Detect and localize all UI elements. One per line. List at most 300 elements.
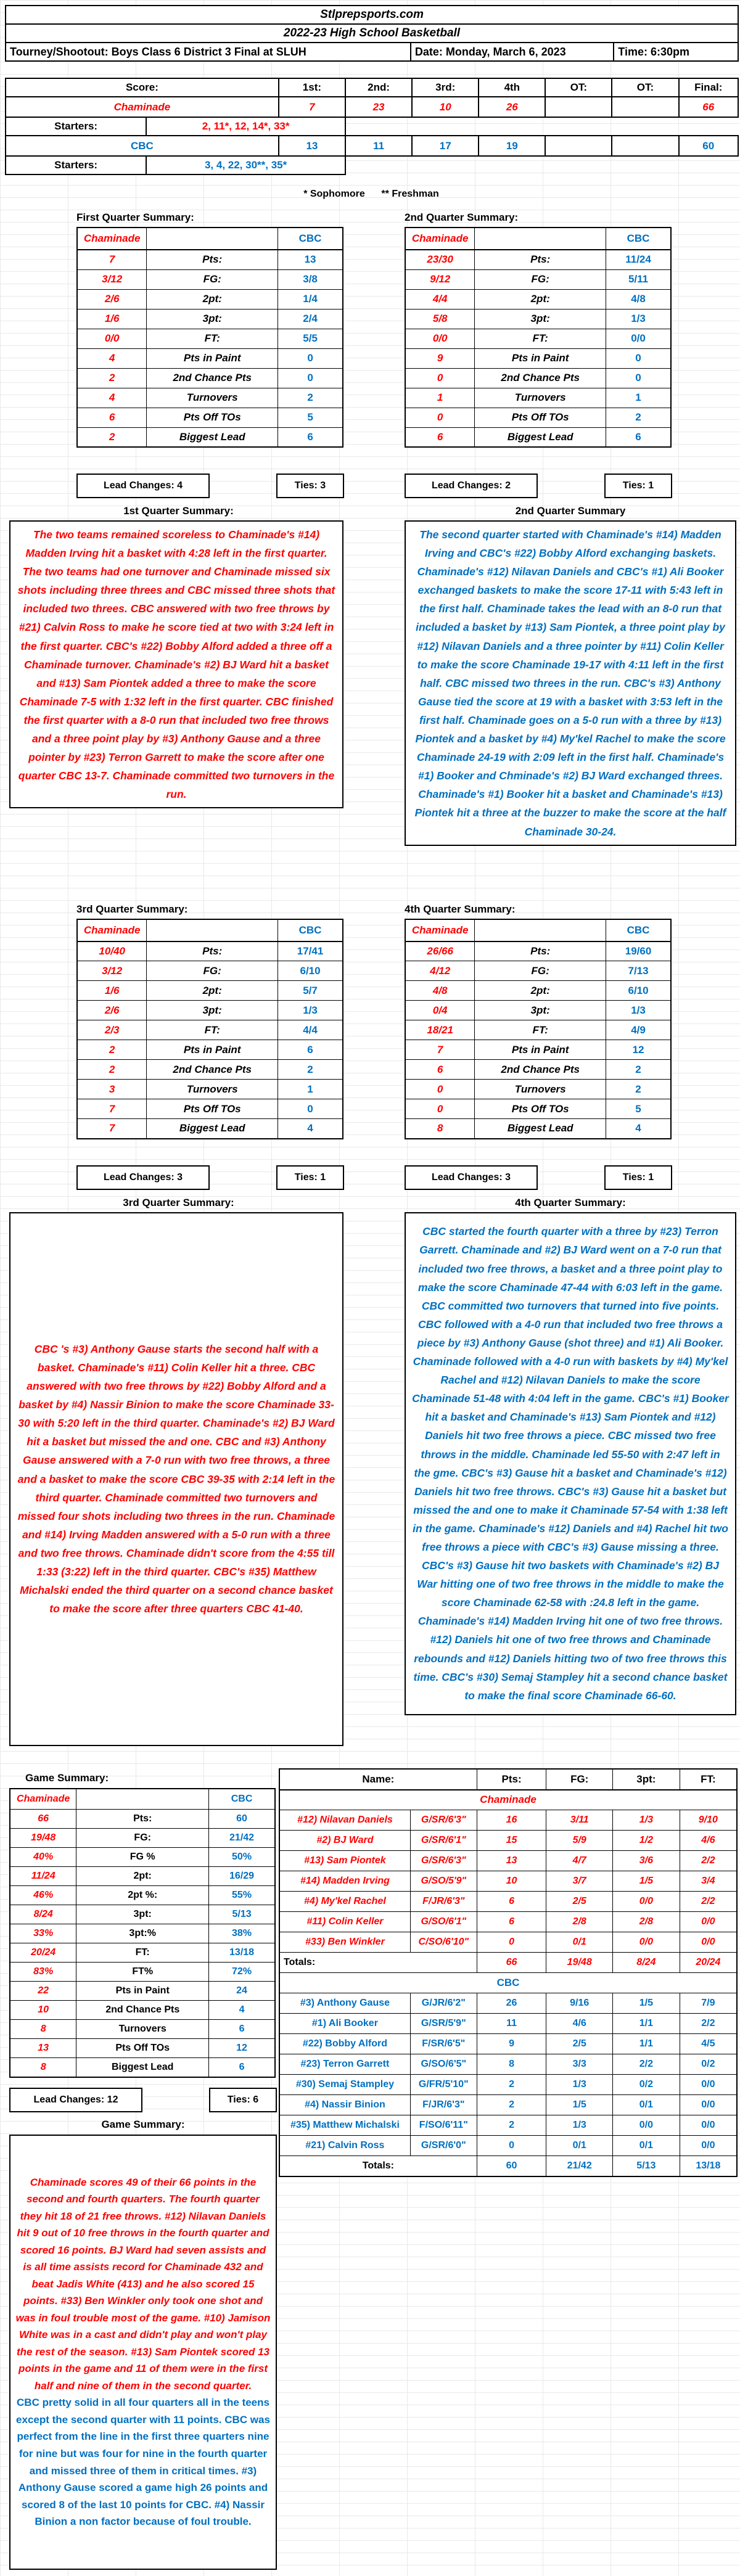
q4-stats-table [405,919,672,1139]
player-name: #35) Matthew Michalski [279,2115,410,2136]
cbc-value: 72% [209,1963,275,1982]
cbc-value: 60 [209,1810,275,1829]
cbc-value: 4 [209,2001,275,2020]
stat-row [77,408,343,427]
player-name: #22) Bobby Alford [279,2034,410,2054]
stat-label: FT: [475,1020,606,1040]
player-points: 0 [477,1932,546,1953]
player-stats-column [279,1768,738,2177]
stat-row [77,368,343,388]
3pt-header: 3pt: [613,1769,680,1790]
stat-row [405,250,671,269]
stat-label: Pts Off TOs [76,2039,209,2058]
chaminade-player-row [279,1892,737,1912]
stat-row [77,981,343,1001]
q3-lead-row [76,1165,348,1190]
chaminade-q4: 26 [479,97,545,117]
player-fg: 1/5 [546,2095,613,2115]
stat-label: FG: [147,269,278,289]
site-title: Stlprepsports.com [6,6,738,24]
player-name: #4) My'kel Rachel [279,1892,410,1912]
stat-label: Turnovers [475,1080,606,1099]
player-position-height: G/SR/5'9" [410,2014,477,2034]
chaminade-value: 5/8 [405,309,475,329]
q3-header: 3rd: [412,78,479,97]
stat-label: Pts Off TOs [475,408,606,427]
player-name: #14) Madden Irving [279,1871,410,1892]
stat-row [77,941,343,961]
chaminade-value: 11/24 [10,1867,76,1886]
player-3pt: 1/1 [613,2014,680,2034]
stat-label: 3pt: [475,1001,606,1020]
player-name: #13) Sam Piontek [279,1851,410,1871]
game-summary-section-label: Game Summary: [25,1771,109,1784]
time-label: Time: 6:30pm [614,43,738,61]
q1-lead-row [76,474,348,498]
cbc-value: 16/29 [209,1867,275,1886]
player-position-height: F/JR/6'3" [410,1892,477,1912]
cbc-value: 1 [606,388,671,408]
score-header-row [6,78,738,97]
cbc-value: 17/41 [278,941,343,961]
stat-row [405,427,671,447]
player-position-height: C/SO/6'10" [410,1932,477,1953]
stat-label: 2pt: [475,289,606,309]
stat-row [405,329,671,348]
cbc-value: 4/8 [606,289,671,309]
stat-label: Pts: [475,941,606,961]
stat-row [77,1040,343,1060]
chaminade-value: 9 [405,348,475,368]
q1-box-title: 1st Quarter Summary: [123,505,234,517]
cbc-band-row [279,1973,737,1993]
cbc-value: 6 [278,427,343,447]
cbc-value: 55% [209,1886,275,1905]
stat-row [405,368,671,388]
chaminade-value: 4/4 [405,289,475,309]
blank-header [475,228,606,250]
player-name: #2) BJ Ward [279,1831,410,1851]
q3-stats-table [76,919,343,1139]
totals-label: Totals: [279,1953,477,1973]
cbc-q4: 19 [479,136,545,156]
cbc-value: 6 [278,1040,343,1060]
player-points: 2 [477,2095,546,2115]
stat-label: Pts: [475,250,606,269]
stat-label: Pts: [147,250,278,269]
player-3pt: 0/0 [613,2115,680,2136]
game-summary-section [5,1768,738,2570]
class-legend: * Sophomore ** Freshman [303,189,439,199]
cbc-q2: 11 [345,136,412,156]
chaminade-value: 46% [10,1886,76,1905]
player-ft: 0/0 [680,1912,737,1932]
stat-row [405,289,671,309]
stat-row [10,2039,275,2058]
player-name: #4) Nassir Binion [279,2095,410,2115]
cbc-value: 0 [606,368,671,388]
player-fg: 5/9 [546,1831,613,1851]
cbc-value: 7/13 [606,961,671,981]
stat-label: FG: [147,961,278,981]
stat-label: Turnovers [475,388,606,408]
stat-row [405,408,671,427]
player-position-height: G/JR/6'2" [410,1993,477,2014]
score-header: Score: [6,78,279,97]
player-3pt: 0/0 [613,1892,680,1912]
stat-row [405,1080,671,1099]
player-fg: 0/1 [546,2136,613,2156]
game-ties: Ties: 6 [209,2088,277,2112]
player-points: 2 [477,2075,546,2095]
q1-stats-header [77,228,343,250]
blank-header [475,919,606,941]
stat-row [10,1867,275,1886]
second-quarter-column [405,208,736,846]
stat-row [10,1810,275,1829]
stat-row [405,1001,671,1020]
chaminade-value: 1/6 [77,981,147,1001]
cbc-value: 2 [606,408,671,427]
player-ft: 0/0 [680,2136,737,2156]
player-fg: 3/7 [546,1871,613,1892]
stat-row [405,981,671,1001]
cbc-value: 5/11 [606,269,671,289]
cbc-player-row [279,2014,737,2034]
team1-header: Chaminade [10,1789,76,1810]
stat-label: FT: [147,329,278,348]
cbc-value: 5/5 [278,329,343,348]
stat-row [77,1119,343,1139]
q3-stats-header [77,919,343,941]
player-3pt: 0/2 [613,2075,680,2095]
stat-row [77,348,343,368]
player-position-height: G/SO/6'5" [410,2054,477,2075]
cbc-value: 1/3 [606,309,671,329]
cbc-team-name: CBC [6,136,279,156]
cbc-value: 3/8 [278,269,343,289]
chaminade-value: 40% [10,1848,76,1867]
cbc-value: 24 [209,1982,275,2001]
player-position-height: F/JR/6'3" [410,2095,477,2115]
player-position-height: G/SR/6'3" [410,1851,477,1871]
cbc-value: 4 [606,1119,671,1139]
ot2-header: OT: [612,78,678,97]
q2-ties: Ties: 1 [604,474,672,498]
chaminade-value: 10 [10,2001,76,2020]
stat-label: 2pt %: [76,1886,209,1905]
cbc-value: 13/18 [209,1943,275,1963]
player-3pt: 3/6 [613,1851,680,1871]
cbc-value: 5/13 [209,1905,275,1924]
player-position-height: G/SO/6'1" [410,1912,477,1932]
stat-label: Pts Off TOs [147,1099,278,1119]
totals-3pt: 5/13 [613,2156,680,2176]
chaminade-value: 0/0 [405,329,475,348]
q2-lead-row [405,474,736,498]
chaminade-team-name: Chaminade [6,97,279,117]
stat-label: Biggest Lead [147,1119,278,1139]
stat-row [10,2001,275,2020]
team1-header: Chaminade [405,228,475,250]
chaminade-value: 23/30 [405,250,475,269]
chaminade-value: 2 [77,427,147,447]
player-table-header [279,1769,737,1790]
date-label: Date: Monday, March 6, 2023 [411,43,614,61]
stat-label: FG: [475,269,606,289]
cbc-value: 0 [278,368,343,388]
q2-stats-header [405,228,671,250]
chaminade-band-row [279,1790,737,1810]
chaminade-value: 2 [77,368,147,388]
player-3pt: 1/3 [613,1810,680,1831]
player-name: #30) Semaj Stampley [279,2075,410,2095]
stat-label: Biggest Lead [475,427,606,447]
stat-row [77,1099,343,1119]
player-stats-table [279,1768,738,2177]
game-stats-table [9,1788,276,2078]
cbc-player-row [279,1993,737,2014]
chaminade-value: 8/24 [10,1905,76,1924]
q4-summary-text: CBC started the fourth quarter with a three by #23) Terron Garrett. Chaminade and #2) BJ Ward went on a 7-0 run that included two free throws, a basket and a three point play to make the score Chaminade 47-44 with 6:03 left in the game. CBC committed two turnovers that turned into five points. CBC followed with a 4-0 run that included two free throws a piece by #3) Anthony Gause (shot three) and #1) Ali Booker. Chaminade followed with a 4-0 run with baskets by #4) My'kel Rachel and #12) Nilavan Daniels to make the score Chaminade 51-48 with 4:04 left in the game. CBC's #1) Booker hit a basket and Chaminade's #13) Sam Piontek and #12) Daniels hit two free throws a piece. CBC missed two free throws in the middle. Chaminade led 55-50 with 2:47 left in the gme. CBC's #3) Gause hit a basket and Chaminade's #12) Daniels hit two free throws. CBC's #3) Gause hit a basket but missed the and one to make it Chaminade 57-54 with 1:38 left in the game. Chaminade's #12) Daniels and #4) Rachel hit two free throws a piece with CBC's #3) Gause missing a three. CBC's #3) Gause hit two baskets with Chaminade's #2) BJ War hitting one of two free throws in the middle to make the score Chaminade 62-58 with :24.8 left in the game. Chaminade's #14) Madden Irving hit one of two free throws. #12) Daniels hit one of two free throws and Chaminade rebounds and #12) Daniels hitting two of two free throws this time. CBC's #30) Semaj Stampley hit a second chance basket to make the final score Chaminade 66-60. [405,1212,736,1715]
player-ft: 0/0 [680,2115,737,2136]
cbc-value: 6/10 [278,961,343,981]
empty-cell [345,117,738,136]
player-fg: 1/3 [546,2115,613,2136]
chaminade-value: 0 [405,1099,475,1119]
chaminade-value: 8 [10,2058,76,2077]
player-3pt: 1/5 [613,1871,680,1892]
chaminade-value: 2/6 [77,1001,147,1020]
player-points: 16 [477,1810,546,1831]
q2-lead-changes: Lead Changes: 2 [405,474,538,498]
cbc-ot2 [612,136,678,156]
q2-table-title: 2nd Quarter Summary: [405,211,519,223]
cbc-value: 50% [209,1848,275,1867]
cbc-value: 5 [606,1099,671,1119]
player-ft: 2/2 [680,1851,737,1871]
stat-label: FG: [475,961,606,981]
chaminade-value: 0 [405,368,475,388]
stat-row [10,1943,275,1963]
player-3pt: 1/1 [613,2034,680,2054]
cbc-starters: 3, 4, 22, 30**, 35* [146,156,345,174]
stat-row [405,941,671,961]
player-ft: 3/4 [680,1871,737,1892]
cbc-value: 6 [209,2020,275,2039]
team1-header: Chaminade [77,228,147,250]
stat-label: FG: [76,1829,209,1848]
stat-label: 3pt: [147,309,278,329]
cbc-player-row [279,2034,737,2054]
q1-stats-table [76,227,343,448]
cbc-value: 4 [278,1119,343,1139]
final-header: Final: [679,78,739,97]
stat-label: Biggest Lead [475,1119,606,1139]
cbc-value: 5 [278,408,343,427]
stat-label: 3pt: [475,309,606,329]
player-points: 10 [477,1871,546,1892]
stat-label: Pts in Paint [475,1040,606,1060]
player-points: 26 [477,1993,546,2014]
chaminade-value: 22 [10,1982,76,2001]
cbc-player-row [279,2095,737,2115]
stat-row [77,289,343,309]
q4-stats-header [405,919,671,941]
player-points: 2 [477,2115,546,2136]
stat-row [10,1848,275,1867]
player-fg: 2/5 [546,1892,613,1912]
chaminade-value: 26/66 [405,941,475,961]
player-3pt: 1/2 [613,1831,680,1851]
chaminade-value: 9/12 [405,269,475,289]
cbc-player-row [279,2075,737,2095]
chaminade-value: 10/40 [77,941,147,961]
player-ft: 7/9 [680,1993,737,2014]
stat-row [77,250,343,269]
cbc-score-row [6,136,738,156]
empty-cell [345,156,738,174]
chaminade-value: 0 [405,408,475,427]
stat-label: 2nd Chance Pts [475,368,606,388]
chaminade-player-row [279,1912,737,1932]
chaminade-value: 1/6 [77,309,147,329]
player-points: 9 [477,2034,546,2054]
player-points: 11 [477,2014,546,2034]
totals-points: 60 [477,2156,546,2176]
q2-summary-text: The second quarter started with Chaminade's #14) Madden Irving and CBC's #22) Bobby Alford exchanging baskets. Chaminade's #12) Nilavan Daniels and CBC's #1) Ali Booker exchanged baskets to make the score 17-11 with 5:43 left in the first half. Chaminade takes the lead with an 8-0 run that included a basket by #13) Sam Piontek, a three point play by #12) Nilavan Daniels and a three pointer by #11) Colin Keller to make the score Chaminade 19-17 with 4:11 left in the first half. CBC missed two threes in the run. CBC's #3) Anthony Gause tied the score at 19 with a basket with 3:53 left in the first half. Chaminade goes on a 5-0 run with a three by #13) Piontek and a basket by #4) My'kel Rachel to make the score Chaminade 24-19 with 2:09 left in the first half. Chaminade's #1) Booker and Chminade's #2) BJ Ward exchanged threes. Chaminade's #1) Booker hit a basket and Chaminade's #13) Piontek hit a three at the buzzer to make the score at the half Chaminade 30-24. [405,520,736,846]
chaminade-q1: 7 [279,97,345,117]
q1-ties: Ties: 3 [276,474,344,498]
player-name: #33) Ben Winkler [279,1932,410,1953]
player-ft: 0/0 [680,2095,737,2115]
cbc-value: 38% [209,1924,275,1943]
stat-label: Biggest Lead [76,2058,209,2077]
stat-label: FT: [147,1020,278,1040]
q4-ties: Ties: 1 [604,1165,672,1190]
chaminade-value: 4/8 [405,981,475,1001]
q1-lead-changes: Lead Changes: 4 [76,474,210,498]
chaminade-value: 4/12 [405,961,475,981]
q4-box-title: 4th Quarter Summary: [515,1196,626,1208]
stat-label: FG % [76,1848,209,1867]
chaminade-value: 3/12 [77,961,147,981]
stat-row [405,1099,671,1119]
game-lead-row [9,2088,278,2112]
player-fg: 9/16 [546,1993,613,2014]
stat-label: Pts in Paint [147,1040,278,1060]
q3-ties: Ties: 1 [276,1165,344,1190]
totals-fg: 21/42 [546,2156,613,2176]
player-name: #21) Calvin Ross [279,2136,410,2156]
team1-header: Chaminade [405,919,475,941]
starters-label: Starters: [6,156,146,174]
stat-label: Pts Off TOs [147,408,278,427]
stat-row [405,388,671,408]
q4-header: 4th [479,78,545,97]
stat-row [77,1001,343,1020]
game-summary-text-box [9,2135,277,2570]
chaminade-value: 7 [77,1099,147,1119]
chaminade-value: 6 [405,1060,475,1080]
cbc-q3: 17 [412,136,479,156]
player-3pt: 0/1 [613,2095,680,2115]
player-fg: 4/7 [546,1851,613,1871]
chaminade-value: 2/3 [77,1020,147,1040]
chaminade-player-row [279,1810,737,1831]
cbc-value: 0 [278,1099,343,1119]
player-3pt: 1/5 [613,1993,680,2014]
player-fg: 0/1 [546,1932,613,1953]
player-points: 0 [477,2136,546,2156]
player-fg: 2/5 [546,2034,613,2054]
first-second-quarter-section [5,208,738,846]
cbc-value: 4/9 [606,1020,671,1040]
chaminade-value: 2 [77,1060,147,1080]
chaminade-value: 6 [77,408,147,427]
chaminade-value: 83% [10,1963,76,1982]
player-ft: 0/0 [680,1932,737,1953]
player-ft: 4/6 [680,1831,737,1851]
chaminade-value: 8 [405,1119,475,1139]
totals-ft: 20/24 [680,1953,737,1973]
game-summary-cbc-text: CBC pretty solid in all four quarters all in the teens except the second quarter with 11 points. CBC was perfect from the line in the first three quarters nine for nine but was four for nine in the fourth quarter and missed three of them in critical times. #3) Anthony Gause scored a game high 26 points and scored 8 of the last 10 points for CBC. #4) Nassir Binion a non factor because of foul trouble. [16,2397,270,2528]
player-ft: 0/2 [680,2054,737,2075]
chaminade-value: 20/24 [10,1943,76,1963]
cbc-value: 11/24 [606,250,671,269]
game-summary-chaminade-text: Chaminade scores 49 of their 66 points in the second and fourth quarters. The fourth quarter they hit 18 of 21 free throws. #12) Nilavan Daniels hit 9 out of 10 free throws in the fourth quarter and scored 16 points. BJ Ward had seven assists and is all time assists record for Chaminade 432 and beat Jadis White (413) and he also scored 15 points. #33) Ben Winkler only took one shot and was in foul trouble most of the game. #10) Jamison White was in a cast and didn't play and won't play the rest of the season. #13) Sam Piontek scored 13 points in the game and 11 of them were in the first half and nine of them in the second quarter. [15,2176,271,2392]
cbc-value: 6/10 [606,981,671,1001]
stat-label: Pts in Paint [475,348,606,368]
player-3pt: 0/1 [613,2136,680,2156]
team2-header: CBC [278,919,343,941]
cbc-value: 6 [606,427,671,447]
stat-row [405,269,671,289]
chaminade-value: 1 [405,388,475,408]
player-fg: 1/3 [546,2075,613,2095]
cbc-player-row [279,2115,737,2136]
q3-table-title: 3rd Quarter Summary: [76,903,188,915]
chaminade-starters: 2, 11*, 12, 14*, 33* [146,117,345,136]
chaminade-player-row [279,1871,737,1892]
q3-box-title: 3rd Quarter Summary: [123,1196,234,1208]
stat-label: 2nd Chance Pts [147,368,278,388]
q4-lead-changes: Lead Changes: 3 [405,1165,538,1190]
cbc-totals-row [279,2156,737,2176]
tourney-label: Tourney/Shootout: Boys Class 6 District 3 Final at SLUH [6,43,411,61]
blank-header [76,1789,209,1810]
stat-row [77,961,343,981]
game-summary-left-column [9,1768,278,2570]
player-fg: 4/6 [546,2014,613,2034]
cbc-player-row [279,2136,737,2156]
chaminade-value: 6 [405,427,475,447]
stat-label: 3pt: [76,1905,209,1924]
stat-label: Pts: [147,941,278,961]
cbc-value: 2 [606,1060,671,1080]
game-lead-changes: Lead Changes: 12 [9,2088,142,2112]
name-header: Name: [279,1769,477,1790]
cbc-value: 2 [278,388,343,408]
chaminade-value: 18/21 [405,1020,475,1040]
pts-header: Pts: [477,1769,546,1790]
q3-lead-changes: Lead Changes: 3 [76,1165,210,1190]
stat-row [405,1119,671,1139]
player-position-height: G/FR/5'10" [410,2075,477,2095]
team2-header: CBC [278,228,343,250]
q2-stats-table [405,227,672,448]
chaminade-value: 0 [405,1080,475,1099]
